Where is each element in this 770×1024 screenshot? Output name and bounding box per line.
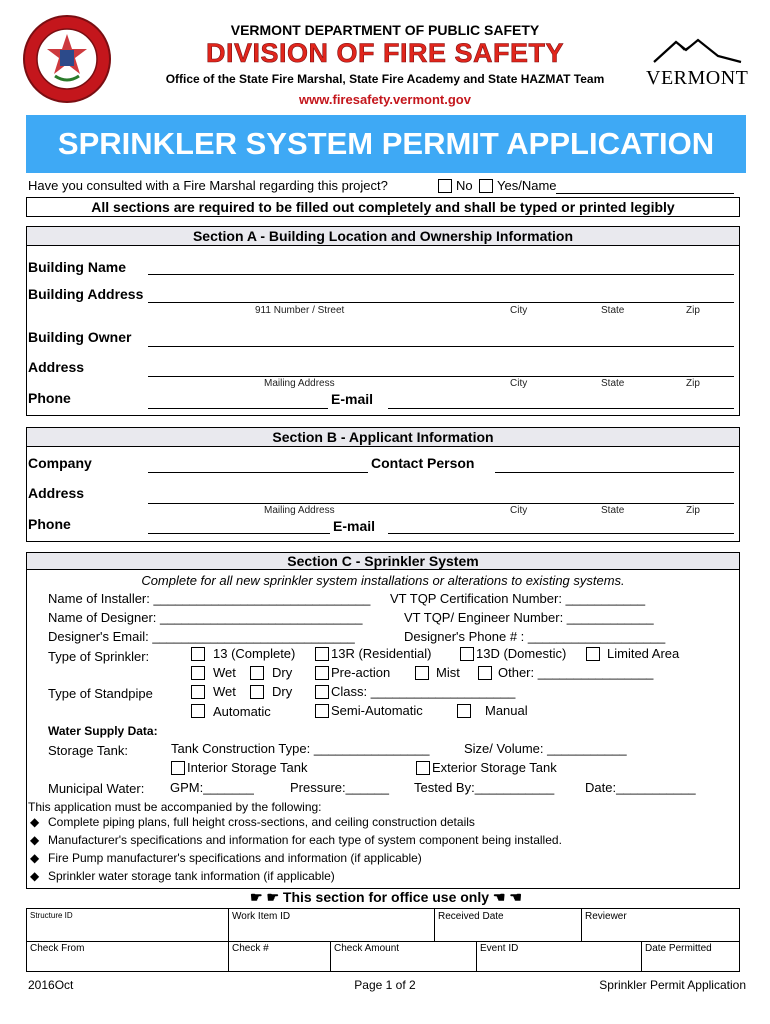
check-number-cell[interactable]: Check #: [229, 941, 331, 971]
section-a-title: Section A - Building Location and Ownership Information: [26, 226, 740, 246]
list-item: ◆ Complete piping plans, full height cross-sections, and ceiling construction details: [30, 815, 475, 829]
section-c-title: Section C - Sprinkler System: [26, 552, 740, 570]
owner-email-field[interactable]: [388, 408, 734, 409]
requirements-list: [28, 815, 562, 887]
footer-date: 2016Oct: [28, 978, 74, 992]
mailing-caption: Mailing Address: [264, 378, 335, 389]
building-name-field[interactable]: [148, 274, 734, 275]
owner-address-label: Address: [28, 359, 85, 375]
zip-caption: Zip: [686, 305, 700, 316]
department-name: VERMONT DEPARTMENT OF PUBLIC SAFETY: [230, 22, 540, 38]
list-item: ◆ Manufacturer's specifications and information for each type of system component being installed.: [30, 833, 562, 847]
city-caption: City: [510, 378, 528, 389]
building-address-field[interactable]: [148, 302, 734, 303]
title-banner: [26, 115, 746, 173]
automatic-checkbox[interactable]: [191, 704, 205, 718]
tank-size-field[interactable]: Size/ Volume: ___________: [464, 741, 627, 756]
owner-email-label: E-mail: [331, 391, 374, 407]
notice-box: [26, 197, 740, 217]
city-caption: City: [510, 505, 528, 516]
work-item-id-cell[interactable]: Work Item ID: [229, 909, 435, 941]
sprinkler-13d-label: 13D (Domestic): [476, 646, 567, 661]
building-address-label: Building Address: [28, 286, 144, 302]
tested-by-field[interactable]: Tested By:___________: [414, 780, 555, 795]
section-c-intro: Complete for all new sprinkler system installations or alterations to existing systems.: [141, 573, 625, 588]
installer-field[interactable]: Name of Installer: ______________________________: [48, 591, 371, 606]
state-seal: [22, 14, 112, 104]
manual-label: Manual: [485, 703, 528, 718]
mailing-caption: Mailing Address: [264, 505, 335, 516]
event-id-cell[interactable]: Event ID: [477, 941, 642, 971]
automatic-label: Automatic: [213, 704, 271, 719]
footer-page-number: Page 1 of 2: [354, 978, 416, 992]
standpipe-wet-checkbox[interactable]: [191, 685, 205, 699]
manual-checkbox[interactable]: [457, 704, 471, 718]
page-title: SPRINKLER SYSTEM PERMIT APPLICATION: [57, 126, 715, 161]
sprinkler-dry-checkbox[interactable]: [250, 666, 264, 680]
owner-phone-field[interactable]: [148, 408, 328, 409]
sprinkler-wet-label: Wet: [213, 665, 236, 680]
limited-area-checkbox[interactable]: [586, 647, 600, 661]
state-caption: State: [601, 305, 625, 316]
building-owner-label: Building Owner: [28, 329, 132, 345]
office-use-header: [250, 889, 550, 906]
pointer-icon: ☚ ☚: [489, 889, 522, 905]
date-permitted-cell[interactable]: Date Permitted: [645, 943, 712, 954]
list-item: ◆ Fire Pump manufacturer's specifications and information (if applicable): [30, 851, 422, 865]
interior-tank-label: Interior Storage Tank: [187, 760, 308, 775]
applicant-email-field[interactable]: [388, 533, 734, 534]
building-name-label: Building Name: [28, 259, 127, 275]
division-name: DIVISION OF FIRE SAFETY: [205, 38, 565, 68]
preaction-checkbox[interactable]: [315, 666, 329, 680]
street-caption: 911 Number / Street: [255, 305, 345, 316]
city-caption: City: [510, 305, 528, 316]
pointer-icon: ☛ ☛: [250, 889, 283, 905]
standpipe-dry-label: Dry: [272, 684, 293, 699]
sprinkler-dry-label: Dry: [272, 665, 293, 680]
test-date-field[interactable]: Date:___________: [585, 780, 696, 795]
designer-email-field[interactable]: Designer's Email: ____________________________: [48, 629, 355, 644]
mist-label: Mist: [436, 665, 460, 680]
other-checkbox[interactable]: [478, 666, 492, 680]
applicant-email-label: E-mail: [333, 518, 376, 534]
header-subtitle: Office of the State Fire Marshal, State Fire Academy and State HAZMAT Team: [165, 72, 605, 86]
consult-no-label: No: [456, 178, 473, 193]
semi-automatic-checkbox[interactable]: [315, 704, 329, 718]
standpipe-dry-checkbox[interactable]: [250, 685, 264, 699]
tank-construction-field[interactable]: Tank Construction Type: ________________: [171, 741, 430, 756]
accompany-note: This application must be accompanied by the following:: [28, 800, 322, 814]
applicant-address-label: Address: [28, 485, 85, 501]
type-standpipe-label: Type of Standpipe: [48, 686, 153, 701]
tqp-certification-field[interactable]: VT TQP Certification Number: ___________: [390, 591, 646, 606]
owner-address-field[interactable]: [148, 376, 734, 377]
mist-checkbox[interactable]: [415, 666, 429, 680]
list-item: ◆ Sprinkler water storage tank information (if applicable): [30, 869, 335, 883]
semi-automatic-label: Semi-Automatic: [331, 703, 423, 718]
municipal-water-label: Municipal Water:: [48, 781, 145, 796]
type-sprinkler-label: Type of Sprinkler:: [48, 649, 150, 664]
exterior-tank-checkbox[interactable]: [416, 761, 430, 775]
contact-person-label: Contact Person: [371, 455, 475, 471]
state-caption: State: [601, 378, 625, 389]
applicant-phone-field[interactable]: [148, 533, 330, 534]
interior-tank-checkbox[interactable]: [171, 761, 185, 775]
sprinkler-wet-checkbox[interactable]: [191, 666, 205, 680]
received-date-cell[interactable]: Received Date: [435, 909, 582, 941]
class-checkbox[interactable]: [315, 685, 329, 699]
limited-area-label: Limited Area: [607, 646, 680, 661]
office-use-table: [26, 908, 740, 972]
exterior-tank-label: Exterior Storage Tank: [432, 760, 557, 775]
notice-text: All sections are required to be filled out completely and shall be typed or printed legibly: [91, 199, 675, 215]
storage-tank-label: Storage Tank:: [48, 743, 128, 758]
tqp-engineer-field[interactable]: VT TQP/ Engineer Number: ____________: [404, 610, 654, 625]
section-a-box: [26, 226, 740, 416]
consult-yes-checkbox[interactable]: [479, 179, 493, 193]
structure-id-cell[interactable]: Structure ID: [27, 909, 229, 941]
vermont-wordmark: VERMONT: [646, 67, 749, 89]
sprinkler-13d-checkbox[interactable]: [460, 647, 474, 661]
footer-doc-name: Sprinkler Permit Application: [599, 978, 746, 992]
sprinkler-13-label: 13 (Complete): [213, 646, 296, 661]
applicant-address-field[interactable]: [148, 503, 734, 504]
sprinkler-13r-checkbox[interactable]: [315, 647, 329, 661]
consult-yes-label: Yes/Name: [497, 178, 557, 193]
pressure-field[interactable]: Pressure:______: [290, 780, 390, 795]
website-link[interactable]: www.firesafety.vermont.gov: [299, 92, 471, 107]
zip-caption: Zip: [686, 505, 700, 516]
consult-name-line[interactable]: [556, 193, 734, 194]
section-b-title: Section B - Applicant Information: [26, 427, 740, 447]
vermont-logo: [646, 36, 749, 89]
company-label: Company: [28, 455, 92, 471]
preaction-label: Pre-action: [331, 665, 391, 680]
building-owner-field[interactable]: [148, 346, 734, 347]
gpm-field[interactable]: GPM:_______: [170, 780, 254, 795]
reviewer-cell[interactable]: Reviewer: [585, 911, 627, 922]
contact-person-field[interactable]: [495, 472, 734, 473]
check-from-cell[interactable]: Check From: [27, 941, 229, 971]
consult-no-checkbox[interactable]: [438, 179, 452, 193]
class-label: Class: ____________________: [331, 684, 516, 699]
water-supply-label: Water Supply Data:: [48, 724, 158, 738]
owner-phone-label: Phone: [28, 390, 71, 406]
state-caption: State: [601, 505, 625, 516]
office-use-title: This section for office use only: [282, 889, 490, 905]
applicant-phone-label: Phone: [28, 516, 71, 532]
designer-phone-field[interactable]: Designer's Phone # : ___________________: [404, 629, 666, 644]
sprinkler-13-checkbox[interactable]: [191, 647, 205, 661]
sprinkler-13r-label: 13R (Residential): [331, 646, 432, 661]
consult-question: Have you consulted with a Fire Marshal regarding this project?: [28, 178, 388, 193]
check-amount-cell[interactable]: Check Amount: [331, 941, 477, 971]
zip-caption: Zip: [686, 378, 700, 389]
standpipe-wet-label: Wet: [213, 684, 236, 699]
designer-field[interactable]: Name of Designer: ____________________________: [48, 610, 363, 625]
company-field[interactable]: [148, 472, 368, 473]
other-label: Other: ________________: [498, 665, 654, 680]
